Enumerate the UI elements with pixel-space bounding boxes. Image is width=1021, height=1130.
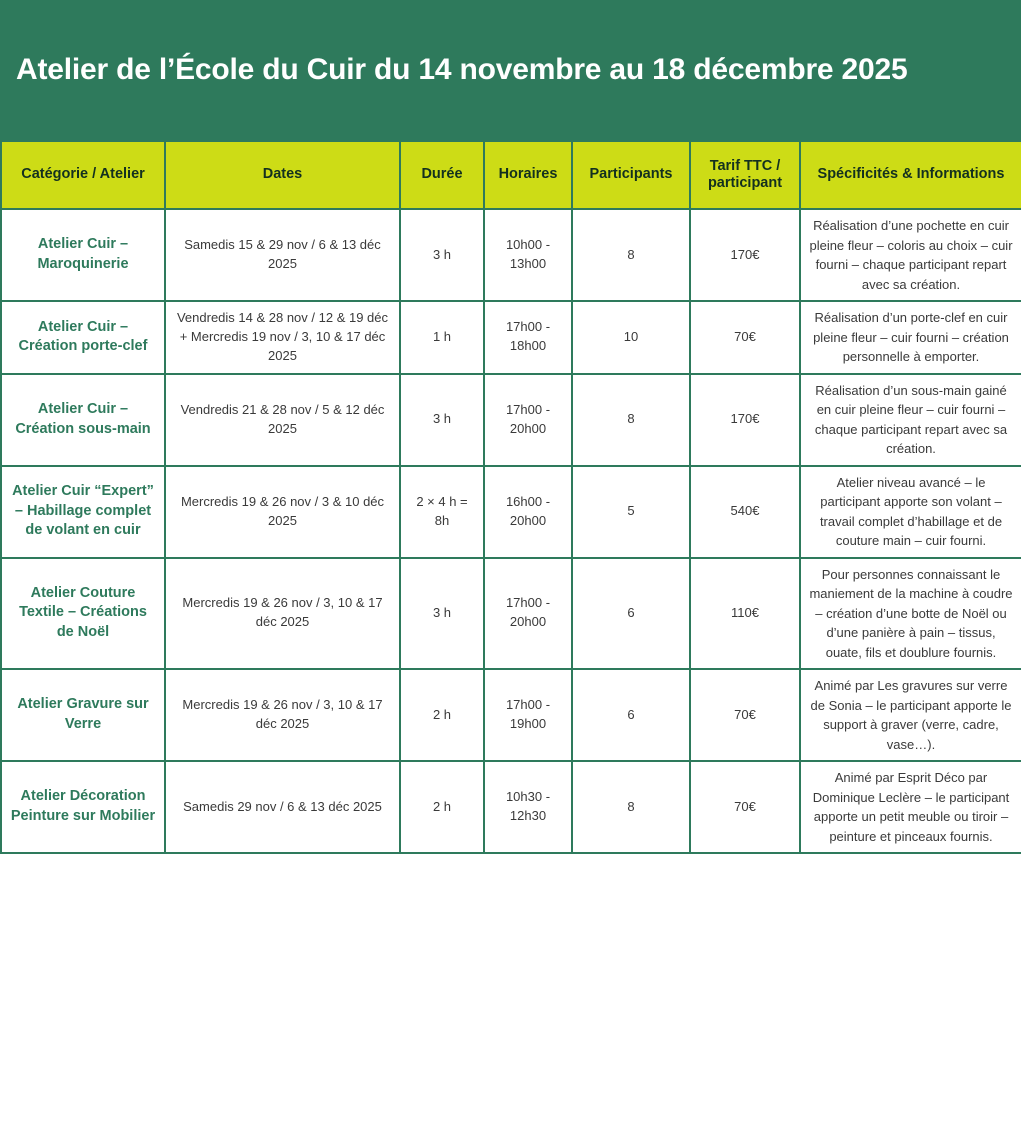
cell-specificites: Atelier niveau avancé – le participant apporte son volant – travail complet d’habillage et de couture main – cuir fourni. (800, 466, 1021, 558)
cell-specificites: Réalisation d’un sous-main gainé en cuir pleine fleur – cuir fourni – chaque participant repart avec sa création. (800, 374, 1021, 466)
table-row (1, 558, 1021, 670)
cell-dates: Vendredis 21 & 28 nov / 5 & 12 déc 2025 (165, 374, 400, 466)
page-title: Atelier de l’École du Cuir du 14 novembre au 18 décembre 2025 (16, 52, 908, 86)
cell-duree: 2 h (400, 761, 484, 853)
cell-horaires: 17h00 - 19h00 (484, 669, 572, 761)
cell-participants: 8 (572, 761, 690, 853)
cell-horaires: 16h00 - 20h00 (484, 466, 572, 558)
cell-horaires: 17h00 - 20h00 (484, 374, 572, 466)
cell-tarif: 70€ (690, 669, 800, 761)
cell-tarif: 70€ (690, 301, 800, 374)
cell-tarif: 70€ (690, 761, 800, 853)
cell-horaires: 17h00 - 20h00 (484, 558, 572, 670)
cell-categorie: Atelier Décoration Peinture sur Mobilier (1, 761, 165, 853)
cell-duree: 1 h (400, 301, 484, 374)
cell-duree: 2 × 4 h = 8h (400, 466, 484, 558)
table-row (1, 466, 1021, 558)
table-header-row (1, 141, 1021, 209)
cell-duree: 3 h (400, 374, 484, 466)
cell-participants: 8 (572, 374, 690, 466)
table-row (1, 301, 1021, 374)
table-row (1, 374, 1021, 466)
cell-specificites: Animé par Les gravures sur verre de Sonia – le participant apporte le support à graver (verre, cadre, vase…). (800, 669, 1021, 761)
cell-duree: 3 h (400, 558, 484, 670)
cell-tarif: 540€ (690, 466, 800, 558)
document-banner (0, 0, 1021, 140)
cell-specificites: Pour personnes connaissant le maniement de la machine à coudre – création d’une botte de Noël ou d’une panière à pain – tissus, ouate, fils et doublure fournis. (800, 558, 1021, 670)
cell-participants: 8 (572, 209, 690, 301)
cell-dates: Mercredis 19 & 26 nov / 3, 10 & 17 déc 2025 (165, 669, 400, 761)
cell-tarif: 110€ (690, 558, 800, 670)
column-header-categorie: Catégorie / Atelier (1, 141, 165, 209)
cell-duree: 2 h (400, 669, 484, 761)
column-header-tarif: Tarif TTC / participant (690, 141, 800, 209)
cell-participants: 5 (572, 466, 690, 558)
column-header-dates: Dates (165, 141, 400, 209)
cell-horaires: 10h00 - 13h00 (484, 209, 572, 301)
cell-dates: Vendredis 14 & 28 nov / 12 & 19 déc + Mercredis 19 nov / 3, 10 & 17 déc 2025 (165, 301, 400, 374)
cell-specificites: Réalisation d’une pochette en cuir pleine fleur – coloris au choix – cuir fourni – chaque participant repart avec sa création. (800, 209, 1021, 301)
cell-dates: Mercredis 19 & 26 nov / 3, 10 & 17 déc 2025 (165, 558, 400, 670)
cell-categorie: Atelier Cuir – Création sous-main (1, 374, 165, 466)
cell-tarif: 170€ (690, 209, 800, 301)
cell-categorie: Atelier Cuir “Expert” – Habillage complet de volant en cuir (1, 466, 165, 558)
cell-dates: Samedis 29 nov / 6 & 13 déc 2025 (165, 761, 400, 853)
cell-duree: 3 h (400, 209, 484, 301)
column-header-horaires: Horaires (484, 141, 572, 209)
cell-categorie: Atelier Cuir – Création porte-clef (1, 301, 165, 374)
cell-dates: Mercredis 19 & 26 nov / 3 & 10 déc 2025 (165, 466, 400, 558)
cell-horaires: 17h00 - 18h00 (484, 301, 572, 374)
cell-participants: 6 (572, 558, 690, 670)
cell-specificites: Réalisation d’un porte-clef en cuir pleine fleur – cuir fourni – création personnelle à emporter. (800, 301, 1021, 374)
cell-participants: 6 (572, 669, 690, 761)
cell-horaires: 10h30 - 12h30 (484, 761, 572, 853)
cell-participants: 10 (572, 301, 690, 374)
column-header-participants: Participants (572, 141, 690, 209)
cell-categorie: Atelier Gravure sur Verre (1, 669, 165, 761)
table-row (1, 761, 1021, 853)
column-header-specificites: Spécificités & Informations (800, 141, 1021, 209)
table-row (1, 209, 1021, 301)
column-header-duree: Durée (400, 141, 484, 209)
cell-specificites: Animé par Esprit Déco par Dominique Leclère – le participant apporte un petit meuble ou tiroir – peinture et pinceaux fournis. (800, 761, 1021, 853)
cell-tarif: 170€ (690, 374, 800, 466)
cell-dates: Samedis 15 & 29 nov / 6 & 13 déc 2025 (165, 209, 400, 301)
table-row (1, 669, 1021, 761)
cell-categorie: Atelier Cuir – Maroquinerie (1, 209, 165, 301)
workshop-schedule-table (0, 140, 1021, 854)
cell-categorie: Atelier Couture Textile – Créations de Noël (1, 558, 165, 670)
